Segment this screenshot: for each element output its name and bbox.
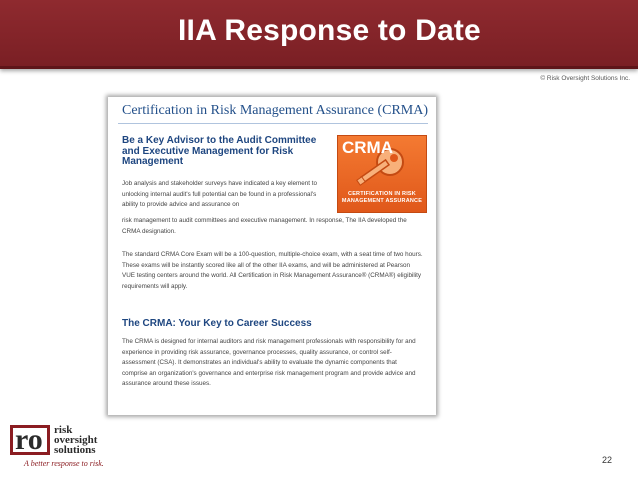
- paragraph-intro: Job analysis and stakeholder surveys have indicated a key element to unlocking internal audit's full potential can be found in a professional's ability to provide advice and assurance on: [122, 180, 317, 209]
- copyright-notice: © Risk Oversight Solutions Inc.: [540, 75, 630, 82]
- logo-word-solutions: solutions: [54, 444, 96, 456]
- paragraph-exam: The standard CRMA Core Exam will be a 100-question, multiple-choice exam, with a seat time of two hours. These exams will be instantly scored like all of the other IIA exams, and will be administered at Pearson VUE testing centers around the world. All Certification in Risk Management Assurance® (CRMA®) eligibility requirements will apply.: [122, 251, 423, 290]
- page-number: 22: [602, 455, 613, 465]
- company-logo: [10, 425, 150, 473]
- slide-title: IIA Response to Date: [178, 14, 481, 47]
- paragraph-career: The CRMA is designed for internal auditors and risk management professionals with responsibility for and experience in providing risk assurance, governance processes, quality assurance, or control self-assessment (CSA). It demonstrates an individual's ability to evaluate the dynamic components that comprise an organization's governance and enterprise risk management program and provide advice and assurance around these issues.: [122, 338, 416, 388]
- title-bar: [0, 0, 638, 69]
- logo-tagline: A better response to risk.: [24, 459, 104, 468]
- logo-word-risk: risk: [54, 424, 73, 436]
- title-divider: [118, 123, 428, 124]
- document-title: Certification in Risk Management Assurance (CRMA): [122, 103, 428, 118]
- logo-mark: [10, 425, 50, 455]
- paragraph-intro-continued: risk management to audit committees and executive management. In response, The IIA developed the CRMA designation.: [122, 217, 407, 235]
- logo-word-oversight: oversight: [54, 434, 98, 446]
- section-heading-advisor: Be a Key Advisor to the Audit Committee and Executive Management for Risk Management: [122, 135, 317, 167]
- logo-mark-text: ro: [15, 423, 43, 456]
- crma-document-screenshot: [108, 97, 436, 415]
- crma-badge: [337, 135, 427, 213]
- badge-acronym: CRMA: [342, 138, 393, 157]
- badge-subtitle: CERTIFICATION IN RISK MANAGEMENT ASSURANCE: [341, 191, 423, 204]
- section-heading-career: The CRMA: Your Key to Career Success: [122, 318, 312, 329]
